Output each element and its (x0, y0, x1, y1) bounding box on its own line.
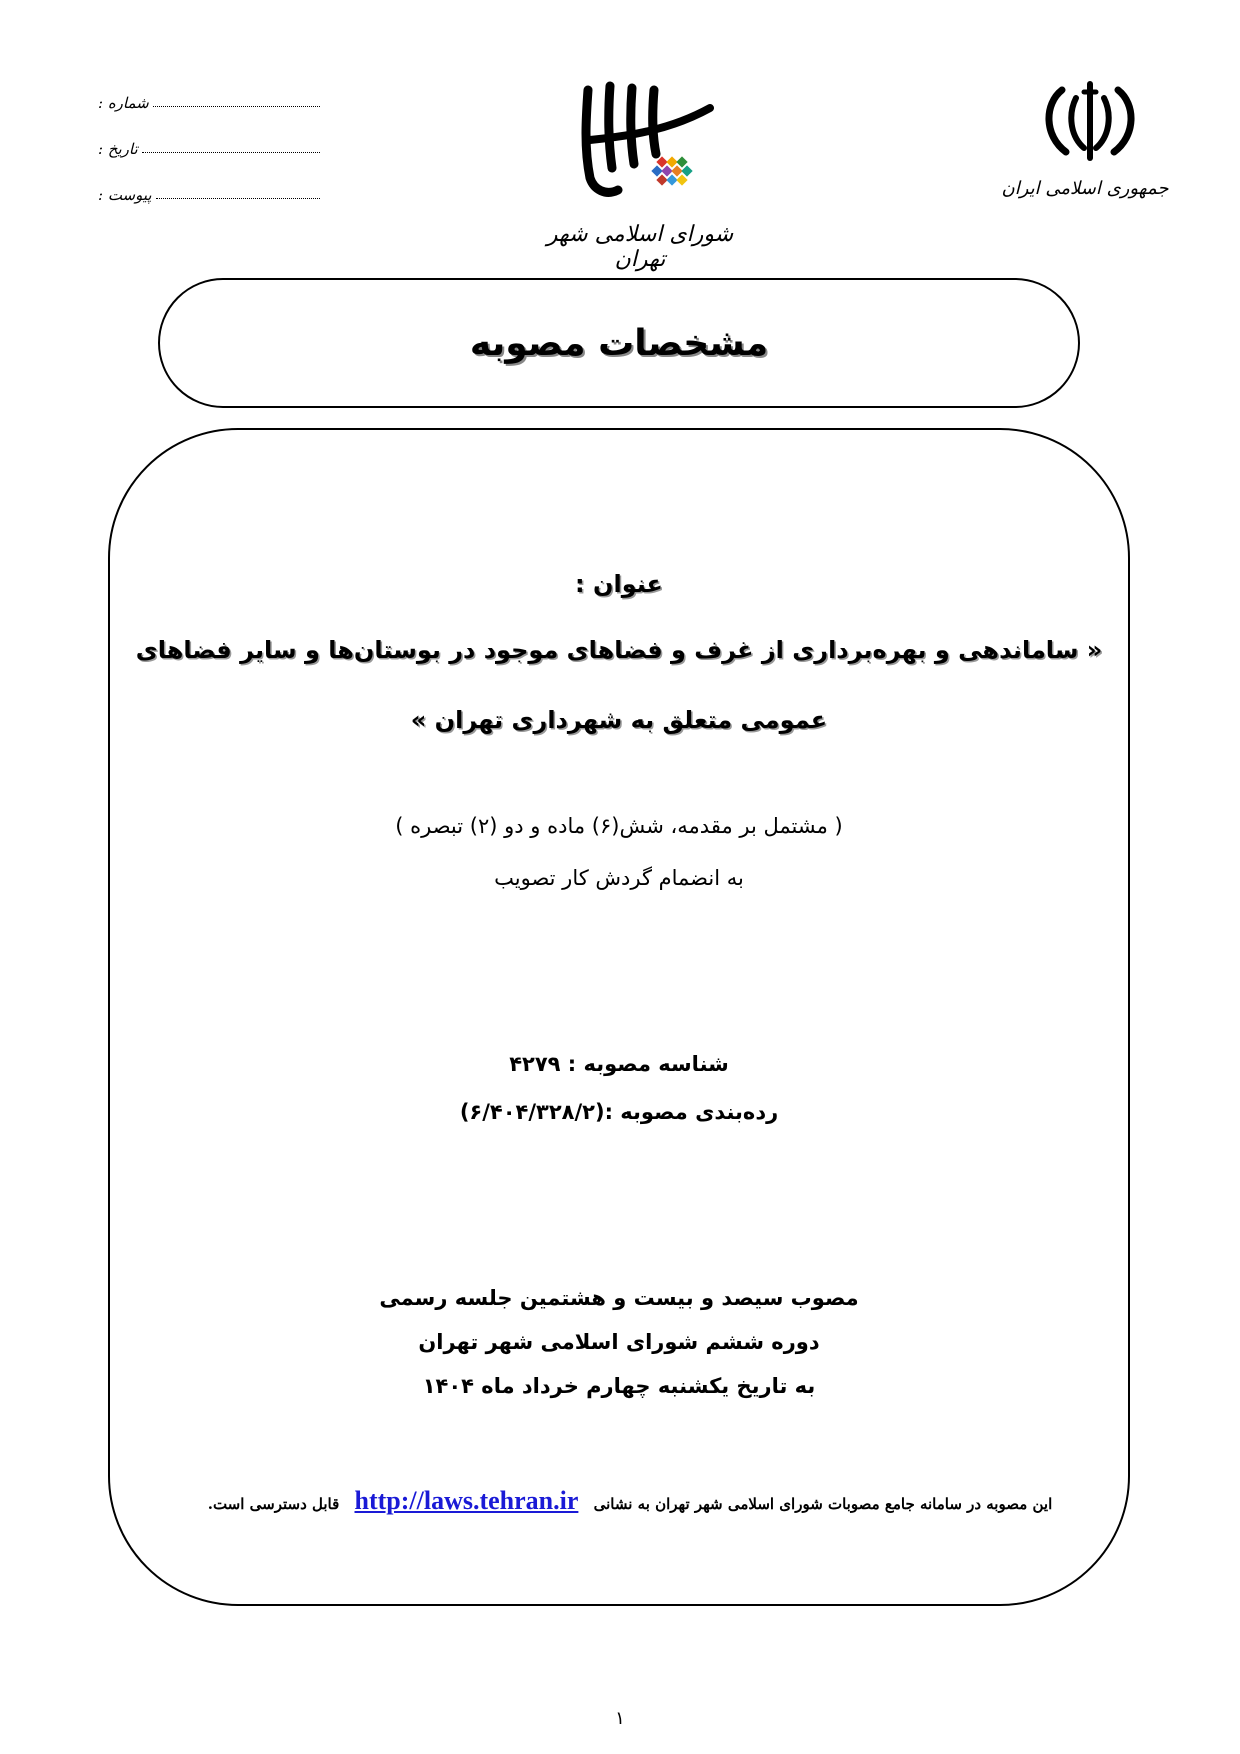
session-line-1: مصوب سیصد و بیست و هشتمین جلسه رسمی (379, 1286, 859, 1310)
logo-tile (656, 156, 667, 167)
logo-tile (651, 165, 662, 176)
logo-tile (666, 156, 677, 167)
council-logo-caption: شورای اسلامی شهر تهران (546, 222, 734, 272)
logo-tile (661, 165, 672, 176)
session-line-3: به تاریخ یکشنبه چهارم خرداد ماه ۱۴۰۴ (422, 1374, 816, 1398)
logo-tile (681, 165, 692, 176)
tehran-council-logo (560, 78, 720, 218)
subject-line-1: « ساماندهی و بهره‌برداری از غرف و فضاهای موجود در بوستان‌ها و سایر فضاهای (135, 636, 1103, 664)
access-note-prefix: این مصوبه در سامانه جامع مصوبات شورای اسلامی شهر تهران به نشانی (593, 1495, 1053, 1513)
subject-line-2: عمومی متعلق به شهرداری تهران » (410, 706, 828, 734)
date-field (98, 134, 320, 158)
logo-tile (666, 174, 677, 185)
access-note (180, 1486, 1080, 1516)
attachment-label: پیوست : (98, 186, 152, 204)
subject-heading: عنوان : (575, 570, 663, 598)
document-title: مشخصات مصوبه (469, 322, 769, 364)
includes-note: ( مشتمل بر مقدمه، شش(۶) ماده و دو (۲) تبصره ) (395, 814, 843, 838)
attachment-field (98, 180, 320, 204)
number-label: شماره : (98, 94, 149, 112)
emblem-caption: جمهوری اسلامی ایران (1001, 178, 1169, 199)
laws-link[interactable]: http://laws.tehran.ir (354, 1486, 579, 1515)
session-line-2: دوره ششم شورای اسلامی شهر تهران (418, 1330, 820, 1354)
access-note-suffix: قابل دسترسی است. (207, 1495, 340, 1513)
resolution-id: شناسه مصوبه : ۴۲۷۹ (509, 1052, 729, 1076)
date-label: تاریخ : (98, 140, 138, 158)
attachment-dotted-line (156, 197, 320, 199)
title-box (158, 278, 1080, 408)
logo-tile (676, 156, 687, 167)
content-frame (108, 428, 1130, 1606)
page-number: ۱ (615, 1708, 625, 1729)
logo-tile (656, 174, 667, 185)
date-dotted-line (142, 151, 320, 153)
number-dotted-line (153, 105, 320, 107)
resolution-classification: رده‌بندی مصوبه :(۶/۴۰۴/۳۲۸/۲) (459, 1100, 779, 1124)
logo-tile (676, 174, 687, 185)
logo-tile (671, 165, 682, 176)
number-field (98, 88, 320, 112)
iran-emblem-icon (1040, 80, 1140, 162)
attachment-note: به انضمام گردش کار تصویب (494, 866, 744, 890)
